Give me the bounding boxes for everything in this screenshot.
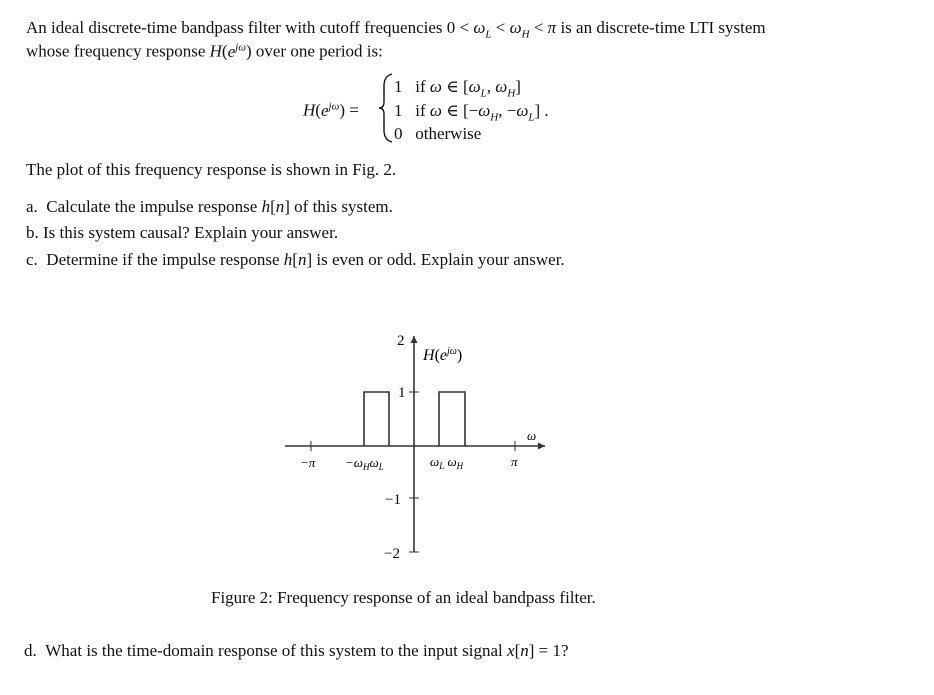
- question-d: d. What is the time-domain response of this system to the input signal x[n] = 1?: [24, 641, 569, 660]
- question-a: a. Calculate the impulse response h[n] of this system.: [26, 197, 393, 216]
- equation-row-2: 1 if ω ∈ [$-\omega_H$, $-\omega_L$] .: [394, 101, 549, 124]
- intro-line-2: whose frequency response $H(e^{j\omega})$ over one period is:: [26, 41, 383, 61]
- figure-caption: Figure 2: Frequency response of an ideal bandpass filter.: [211, 588, 596, 607]
- x-axis-arrow: [538, 443, 545, 450]
- pulse-positive: [439, 392, 465, 446]
- x-tick-label-pi: π: [511, 454, 518, 469]
- pulse-negative: [364, 392, 389, 446]
- plot-reference: The plot of this frequency response is shown in Fig. 2.: [26, 160, 397, 179]
- intro-line-1: An ideal discrete-time bandpass filter with cutoff frequencies $0 < \omega_L < \omega_H < \pi$ is an discrete-time LTI system: [26, 18, 766, 41]
- x-axis-label: ω: [527, 428, 537, 443]
- question-c: c. Determine if the impulse response h[n] is even or odd. Explain your answer.: [26, 250, 565, 269]
- y-axis-label: $H(e^{j\omega})$: [423, 346, 463, 364]
- question-b: b. Is this system causal? Explain your answer.: [26, 223, 339, 242]
- x-tick-label-neg-omegas: $-\omega_H\omega_L$: [345, 455, 384, 472]
- y-tick-label-neg2: −2: [384, 546, 400, 562]
- y-tick-label-2: 2: [397, 333, 405, 349]
- x-tick-label-omegas: $\omega_L$ $\omega_H$: [430, 454, 464, 471]
- x-tick-label-neg-pi: −π: [300, 455, 316, 470]
- y-tick-label-1: 1: [398, 385, 406, 401]
- equation-row-1: 1 if ω ∈ [$\omega_L$, $\omega_H$]: [394, 77, 521, 100]
- equation-lhs: $H(e^{j\omega})$ =: [303, 100, 359, 120]
- y-axis-arrow: [411, 336, 418, 343]
- y-tick-label-neg1: −1: [385, 492, 401, 508]
- equation-row-3: 0 otherwise: [394, 124, 482, 143]
